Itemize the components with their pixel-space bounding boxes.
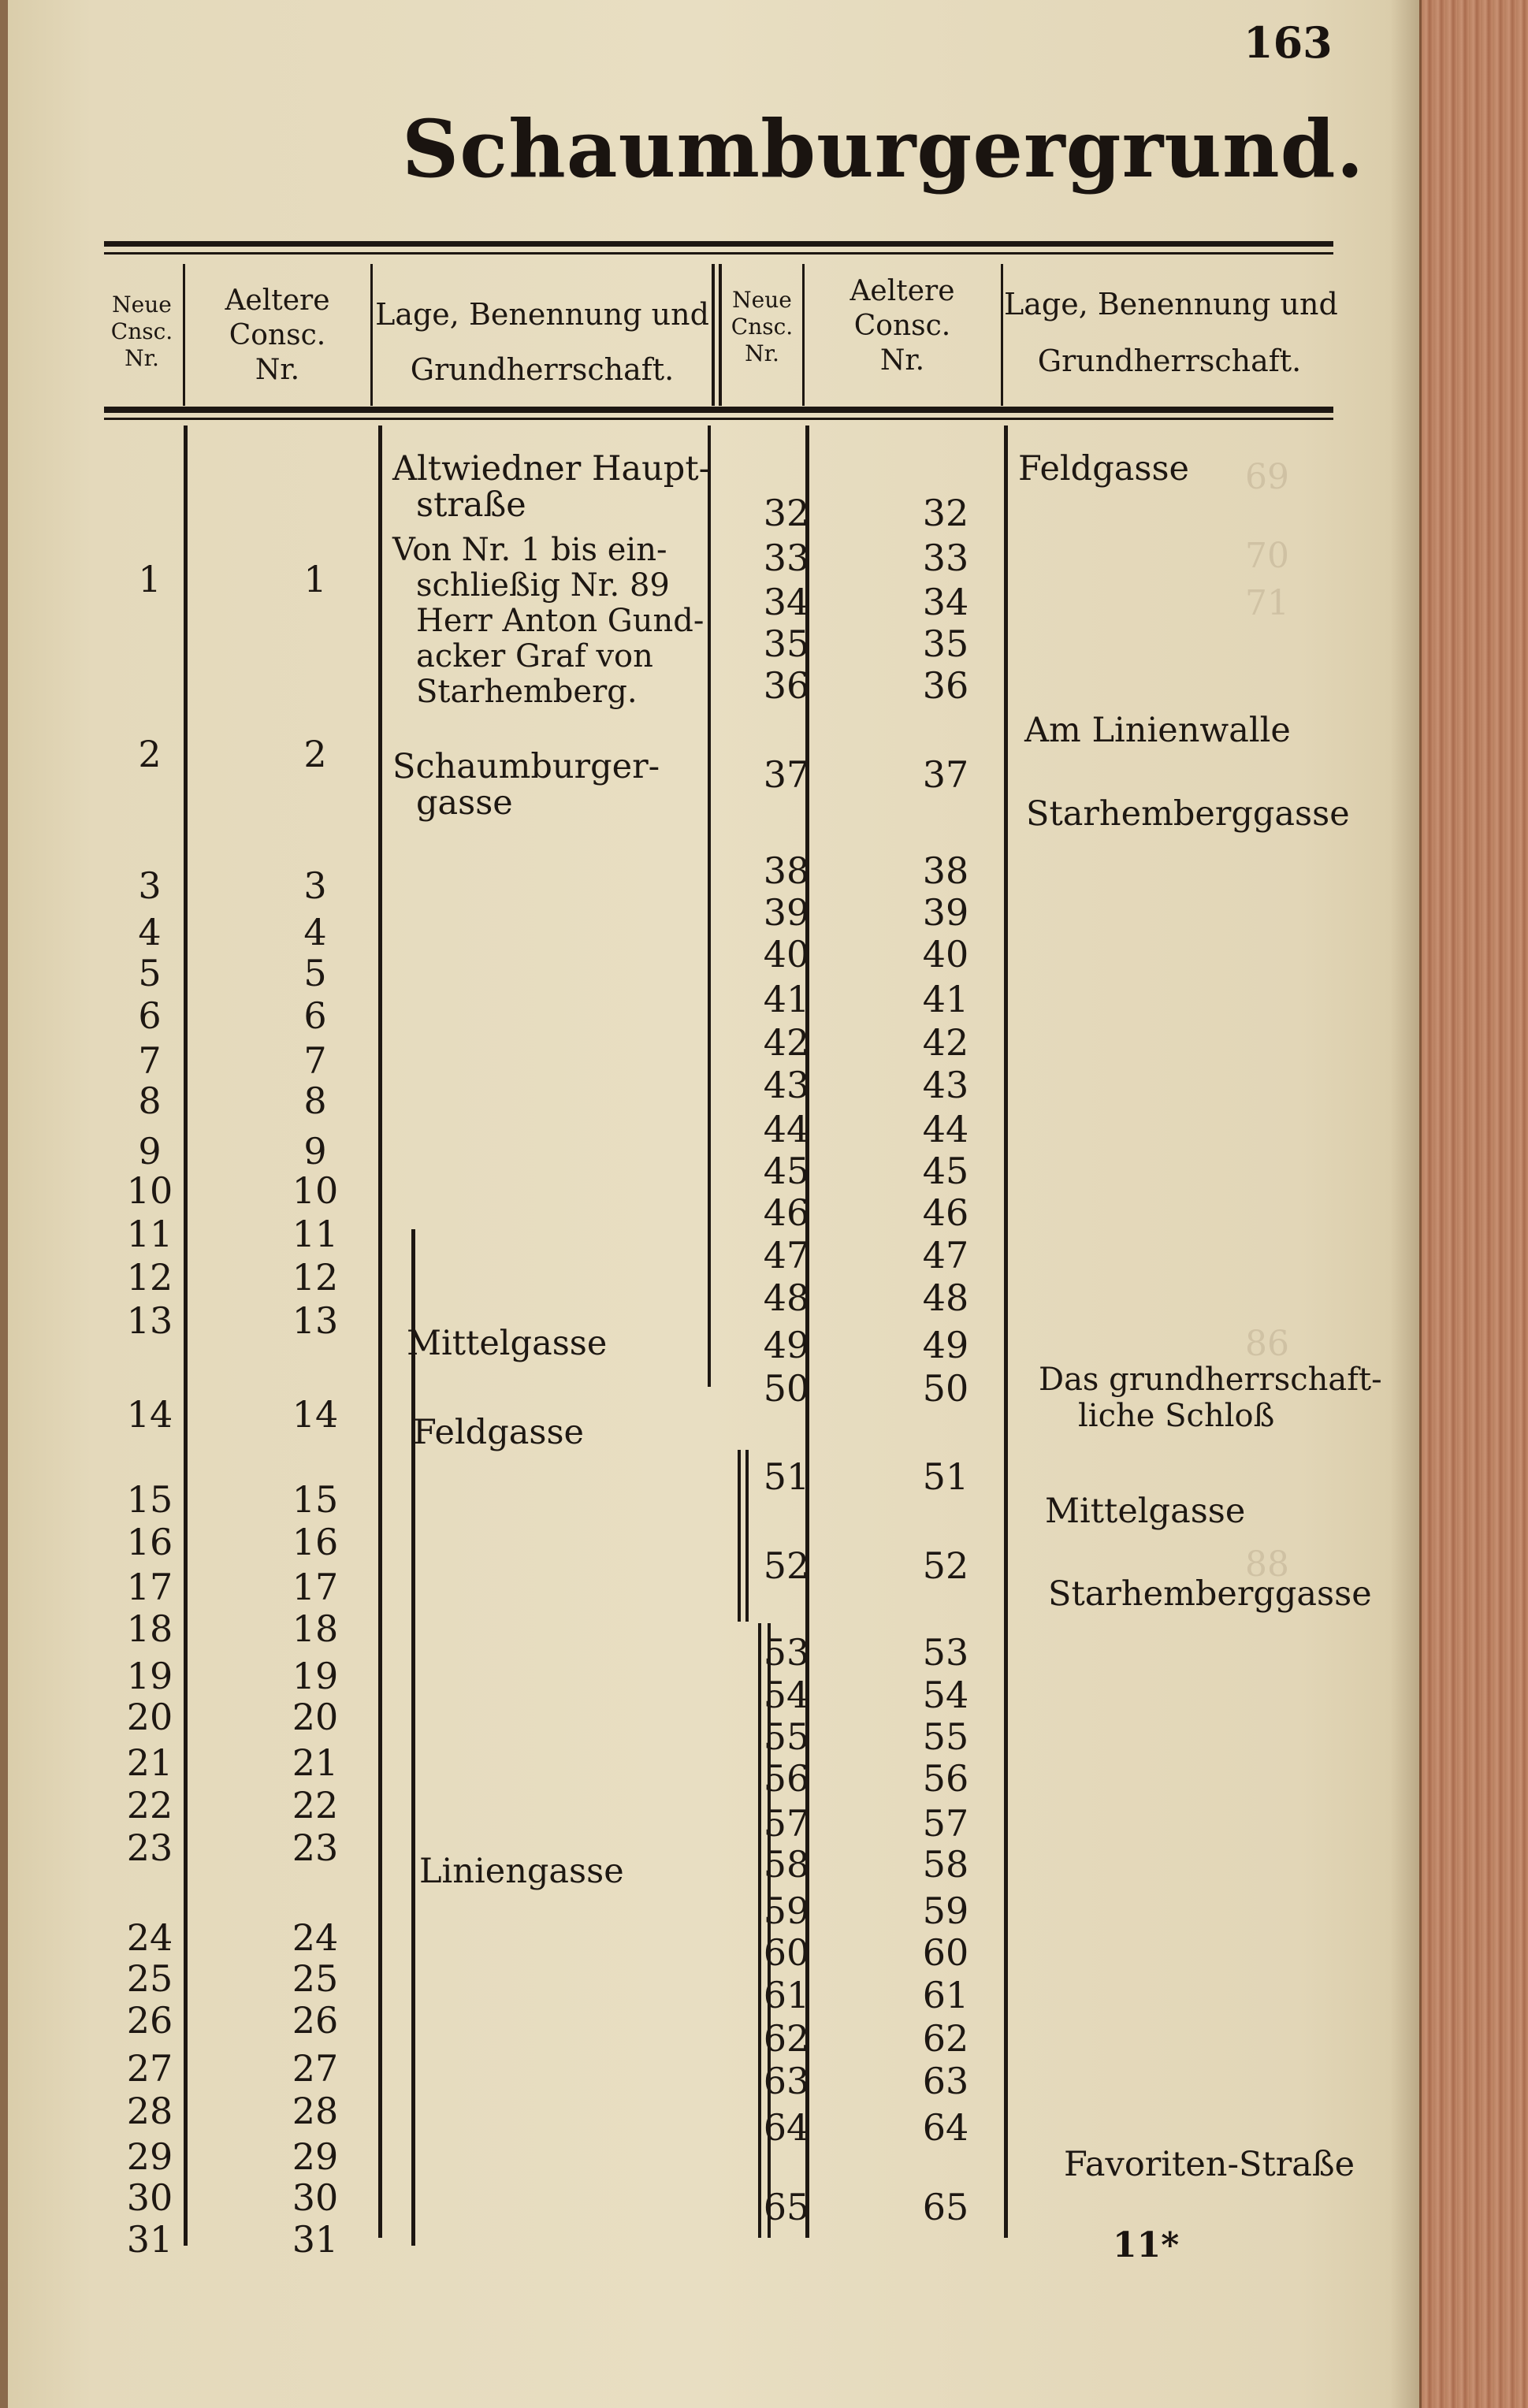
new-number-cell: 48 (763, 1276, 810, 1319)
new-number-cell: 21 (126, 1741, 173, 1784)
header-rule-top (104, 241, 1333, 247)
new-number-cell: 23 (126, 1826, 173, 1869)
old-number-cell: 63 (922, 2060, 969, 2102)
new-number-cell: 14 (126, 1393, 173, 1436)
new-number-cell: 20 (126, 1696, 173, 1738)
label-line: schließig Nr. 89 (416, 567, 670, 604)
new-number-cell: 55 (763, 1715, 810, 1758)
new-number-cell: 17 (126, 1566, 173, 1608)
old-number-cell: 14 (292, 1393, 339, 1436)
new-number-cell: 12 (126, 1256, 173, 1299)
new-number-cell: 42 (763, 1021, 810, 1064)
old-number-cell: 22 (292, 1784, 339, 1826)
old-number-cell: 65 (922, 2186, 969, 2228)
old-number-cell: 35 (922, 622, 969, 665)
new-number-cell: 40 (763, 933, 810, 975)
old-number-cell: 44 (922, 1108, 969, 1150)
header-divider (183, 264, 185, 406)
old-number-cell: 60 (922, 1931, 969, 1974)
new-number-cell: 4 (138, 911, 162, 953)
new-number-cell: 34 (763, 581, 810, 623)
new-number-cell: 30 (126, 2176, 173, 2219)
bleed-through: 86 (1245, 1324, 1289, 1364)
old-number-cell: 34 (922, 581, 969, 623)
new-number-cell: 60 (763, 1931, 810, 1974)
label-line: Herr Anton Gund- (416, 603, 705, 639)
column-rule (758, 1623, 761, 2238)
old-number-cell: 36 (922, 664, 969, 707)
old-number-cell: 18 (292, 1607, 339, 1650)
old-number-cell: 9 (303, 1130, 327, 1172)
header-location-right (1004, 276, 1338, 389)
old-number-cell: 56 (922, 1757, 969, 1800)
old-number-cell: 53 (922, 1631, 969, 1674)
old-number-cell: 27 (292, 2047, 339, 2090)
new-number-cell: 3 (138, 864, 162, 907)
new-number-cell: 41 (763, 978, 810, 1020)
label-line: Das grundherrschaft- (1039, 1362, 1382, 1398)
old-number-cell: 48 (922, 1276, 969, 1319)
old-number-cell: 16 (292, 1521, 339, 1563)
label-line: Altwiedner Haupt- (392, 449, 711, 489)
new-number-cell: 38 (763, 849, 810, 892)
old-number-cell: 51 (922, 1455, 969, 1498)
location-label (1045, 1493, 1245, 1529)
bleed-through: 88 (1245, 1544, 1289, 1585)
new-number-cell: 57 (763, 1802, 810, 1845)
location-label (1018, 451, 1189, 487)
old-number-cell: 43 (922, 1064, 969, 1106)
new-number-cell: 50 (763, 1367, 810, 1410)
label-line: acker Graf von (416, 638, 653, 674)
old-number-cell: 49 (922, 1324, 969, 1366)
location-label (392, 451, 710, 523)
new-number-cell: 33 (763, 537, 810, 579)
label-line: liche Schloß (1078, 1398, 1275, 1434)
location-label (1024, 712, 1291, 749)
new-number-cell: 45 (763, 1150, 810, 1192)
new-number-cell: 64 (763, 2106, 810, 2149)
new-number-cell: 29 (126, 2135, 173, 2178)
new-number-cell: 51 (763, 1455, 810, 1498)
bleed-through: 71 (1245, 583, 1289, 623)
header-divider (1001, 264, 1003, 406)
old-number-cell: 39 (922, 891, 969, 934)
new-number-cell: 43 (763, 1064, 810, 1106)
location-label (1064, 2146, 1355, 2183)
header-line: Consc. (229, 319, 326, 351)
page-title-text: Schaumburgergrund. (402, 102, 1365, 195)
header-rule-top-thin (104, 252, 1333, 255)
new-number-cell: 7 (138, 1039, 162, 1082)
column-rule (745, 1450, 749, 1622)
new-number-cell: 52 (763, 1544, 810, 1587)
new-number-cell: 53 (763, 1631, 810, 1674)
column-rule (184, 425, 188, 2246)
old-number-cell: 31 (292, 2218, 339, 2261)
new-number-cell: 58 (763, 1843, 810, 1886)
header-line: Grundherrschaft. (1037, 344, 1302, 378)
old-number-cell: 1 (303, 558, 327, 600)
new-number-cell: 8 (138, 1080, 162, 1122)
new-number-cell: 49 (763, 1324, 810, 1366)
old-number-cell: 25 (292, 1957, 339, 2000)
old-number-cell: 45 (922, 1150, 969, 1192)
column-rule (738, 1450, 741, 1622)
label-line: gasse (416, 783, 513, 823)
old-number-cell: 32 (922, 492, 969, 534)
new-number-cell: 39 (763, 891, 810, 934)
old-number-cell: 29 (292, 2135, 339, 2178)
location-label (1048, 1576, 1372, 1612)
label-line: Schaumburger- (392, 747, 660, 786)
header-divider (370, 264, 373, 406)
header-line: Grundherrschaft. (410, 352, 675, 387)
header-divider (802, 264, 805, 406)
old-number-cell: 50 (922, 1367, 969, 1410)
header-line: Consc. (853, 310, 951, 342)
new-number-cell: 32 (763, 492, 810, 534)
label-line: Starhemberggasse (1048, 1574, 1372, 1614)
label-line: Feldgasse (1018, 449, 1189, 489)
old-number-cell: 4 (303, 911, 327, 953)
old-number-cell: 20 (292, 1696, 339, 1738)
header-line: Cnsc. (110, 318, 173, 344)
label-line: straße (416, 485, 526, 525)
column-rule (411, 1229, 415, 2246)
old-number-cell: 59 (922, 1890, 969, 1932)
header-line: Nr. (125, 345, 159, 371)
old-number-cell: 21 (292, 1741, 339, 1784)
label-line: Feldgasse (413, 1413, 584, 1452)
old-number-cell: 5 (303, 952, 327, 994)
old-number-cell: 26 (292, 1999, 339, 2042)
old-number-cell: 7 (303, 1039, 327, 1082)
old-number-cell: 6 (303, 994, 327, 1037)
old-number-cell: 33 (922, 537, 969, 579)
new-number-cell: 47 (763, 1234, 810, 1276)
new-number-cell: 61 (763, 1974, 810, 2016)
new-number-cell: 13 (126, 1299, 173, 1342)
new-number-cell: 28 (126, 2090, 173, 2132)
location-label (419, 1853, 624, 1890)
bleed-through: 70 (1245, 536, 1289, 576)
new-number-cell: 26 (126, 1999, 173, 2042)
column-rule (378, 425, 382, 2238)
label-line: Favoriten-Straße (1064, 2145, 1355, 2184)
old-number-cell: 61 (922, 1974, 969, 2016)
column-rule (708, 425, 711, 1387)
old-number-cell: 62 (922, 2017, 969, 2060)
new-number-cell: 44 (763, 1108, 810, 1150)
new-number-cell: 54 (763, 1674, 810, 1716)
new-number-cell: 35 (763, 622, 810, 665)
old-number-cell: 17 (292, 1566, 339, 1608)
old-number-cell: 57 (922, 1802, 969, 1845)
header-old-no-right (805, 274, 999, 378)
old-number-cell: 30 (292, 2176, 339, 2219)
old-number-cell: 3 (303, 864, 327, 907)
new-number-cell: 59 (763, 1890, 810, 1932)
header-rule-bottom-thin (104, 418, 1333, 420)
header-line: Nr. (879, 344, 925, 377)
signature-mark: 11* (1113, 2225, 1180, 2265)
label-line: Am Linienwalle (1024, 711, 1291, 750)
new-number-cell: 9 (138, 1130, 162, 1172)
old-number-cell: 55 (922, 1715, 969, 1758)
new-number-cell: 46 (763, 1191, 810, 1234)
header-line: Aeltere (225, 284, 330, 317)
binding-edge (0, 0, 8, 2408)
old-number-cell: 47 (922, 1234, 969, 1276)
new-number-cell: 63 (763, 2060, 810, 2102)
old-number-cell: 8 (303, 1080, 327, 1122)
old-number-cell: 64 (922, 2106, 969, 2149)
label-line: Starhemberggasse (1026, 794, 1350, 834)
location-label (407, 1325, 607, 1362)
new-number-cell: 31 (126, 2218, 173, 2261)
old-number-cell: 28 (292, 2090, 339, 2132)
new-number-cell: 37 (763, 753, 810, 796)
header-old-no (186, 284, 369, 388)
new-number-cell: 56 (763, 1757, 810, 1800)
old-number-cell: 13 (292, 1299, 339, 1342)
old-number-cell: 24 (292, 1916, 339, 1959)
old-number-cell: 46 (922, 1191, 969, 1234)
bleed-through: 69 (1245, 457, 1289, 497)
new-number-cell: 19 (126, 1655, 173, 1697)
new-number-cell: 65 (763, 2186, 810, 2228)
new-number-cell: 10 (126, 1169, 173, 1212)
header-divider (712, 264, 715, 406)
old-number-cell: 52 (922, 1544, 969, 1587)
old-number-cell: 2 (303, 733, 327, 775)
new-number-cell: 24 (126, 1916, 173, 1959)
old-number-cell: 37 (922, 753, 969, 796)
header-new-no (101, 292, 183, 372)
page-edges (1419, 0, 1528, 2408)
header-line: Aeltere (850, 275, 955, 307)
new-number-cell: 36 (763, 664, 810, 707)
header-line: Lage, Benennung und (1004, 287, 1338, 321)
old-number-cell: 15 (292, 1478, 339, 1521)
old-number-cell: 12 (292, 1256, 339, 1299)
new-number-cell: 5 (138, 952, 162, 994)
old-number-cell: 38 (922, 849, 969, 892)
location-label (392, 533, 704, 710)
label-line: Mittelgasse (407, 1324, 608, 1363)
old-number-cell: 54 (922, 1674, 969, 1716)
header-line: Nr. (745, 340, 779, 366)
header-line: Neue (112, 292, 172, 318)
location-label (1026, 796, 1350, 832)
header-rule-bottom (104, 407, 1333, 413)
old-number-cell: 42 (922, 1021, 969, 1064)
header-line: Cnsc. (731, 314, 794, 340)
new-number-cell: 15 (126, 1478, 173, 1521)
page-number: 163 (1244, 17, 1333, 68)
old-number-cell: 19 (292, 1655, 339, 1697)
old-number-cell: 41 (922, 978, 969, 1020)
new-number-cell: 22 (126, 1784, 173, 1826)
label-line: Liniengasse (419, 1852, 624, 1891)
header-line: Neue (732, 287, 792, 313)
old-number-cell: 40 (922, 933, 969, 975)
old-number-cell: 11 (292, 1213, 339, 1255)
new-number-cell: 1 (138, 558, 162, 600)
old-number-cell: 23 (292, 1826, 339, 1869)
new-number-cell: 27 (126, 2047, 173, 2090)
header-location (374, 287, 711, 397)
new-number-cell: 18 (126, 1607, 173, 1650)
new-number-cell: 62 (763, 2017, 810, 2060)
old-number-cell: 58 (922, 1843, 969, 1886)
column-rule (1004, 425, 1008, 2238)
new-number-cell: 25 (126, 1957, 173, 2000)
new-number-cell: 16 (126, 1521, 173, 1563)
header-line: Lage, Benennung und (375, 297, 709, 332)
label-line: Mittelgasse (1045, 1492, 1246, 1531)
old-number-cell: 10 (292, 1169, 339, 1212)
location-label (413, 1414, 584, 1451)
new-number-cell: 11 (126, 1213, 173, 1255)
label-line: Starhemberg. (416, 674, 638, 710)
new-number-cell: 6 (138, 994, 162, 1037)
header-new-no-right (722, 287, 802, 367)
header-line: Nr. (255, 354, 300, 386)
location-label (392, 749, 660, 821)
label-line: Von Nr. 1 bis ein- (392, 532, 667, 568)
new-number-cell: 2 (138, 733, 162, 775)
location-label (1039, 1362, 1382, 1434)
